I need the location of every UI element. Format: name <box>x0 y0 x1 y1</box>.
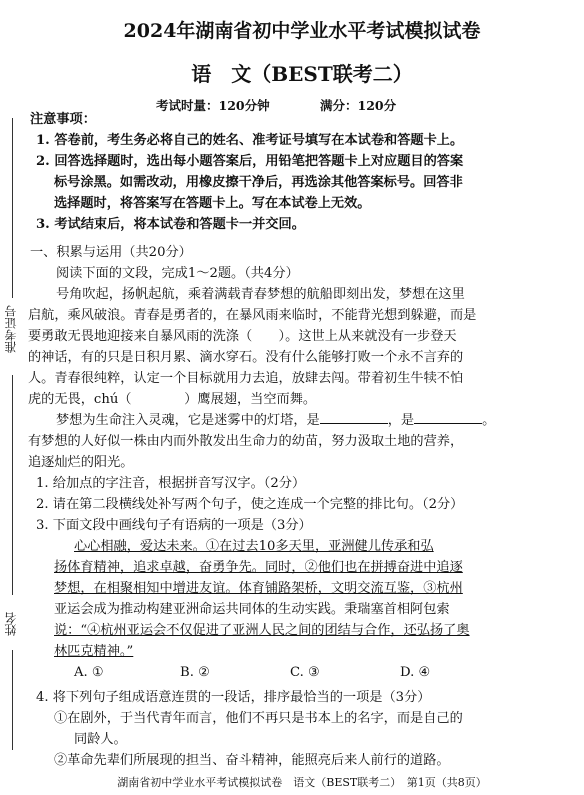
page-footer: 湖南省初中学业水平考试模拟试卷 语文（BEST联考二） 第1页（共8页） <box>117 776 487 789</box>
q3-text-line: 亚运会成为推动构建亚洲命运共同体的生动实践。秉瑞塞首相阿包索 <box>54 602 450 617</box>
q3-text-line: 扬体育精神，追求卓越，奋勇争先。同时，②他们也在拼搏奋进中追逐 <box>54 560 463 575</box>
passage-line: 要勇敢无畏地迎接来自暴风雨的洗涤（ ）。这世上从来就没有一步登天 <box>28 329 457 344</box>
exam-page <box>28 0 576 795</box>
q3-option-c[interactable]: C. ③ <box>290 665 320 680</box>
passage-paragraph-two <box>56 411 495 431</box>
question-3: 3. 下面文段中画线句子有语病的一项是（3分） <box>36 518 312 533</box>
reading-intro: 阅读下面的文段，完成1～2题。（共4分） <box>56 266 299 281</box>
binding-line <box>12 650 13 750</box>
section-heading: 一、积累与运用（共20分） <box>30 245 192 260</box>
full-score: 满分：120分 <box>320 98 397 113</box>
notice-item: 标号涂黑。如需改动，用橡皮擦干净后，再选涂其他答案标号。回答非 <box>54 175 463 190</box>
passage-line: 启航，乘风破浪。青春是勇者的，在暴风雨来临时，不能背光想到躲避，而是 <box>28 308 477 323</box>
passage-line: 追逐灿烂的阳光。 <box>28 455 134 470</box>
passage-text: ，是 <box>387 413 415 428</box>
passage-line: 的神话，有的只是日积月累、滴水穿石。没有什么能够打败一个永不言弃的 <box>28 350 464 365</box>
name-label: 姓名 <box>4 612 18 636</box>
q4-item: ①在剧外，于当代青年而言，他们不再只是书本上的名字，而是自己的 <box>54 711 463 726</box>
passage-line: 有梦想的人好似一株由内而外散发出生命力的幼苗，努力汲取土地的营养， <box>28 434 464 449</box>
q4-item: 同龄人。 <box>74 732 127 747</box>
answer-blank[interactable] <box>320 411 388 424</box>
notice-item: 3. 考试结束后，将本试卷和答题卡一并交回。 <box>36 217 305 232</box>
binding-line <box>12 118 13 298</box>
passage-line: 虎的无畏，chú（ ）鹰展翅，当空而舞。 <box>28 392 317 407</box>
q4-item: ②革命先辈们所展现的担当、奋斗精神，能照亮后来人前行的道路。 <box>54 753 450 768</box>
answer-blank[interactable] <box>414 411 482 424</box>
passage-line: 号角吹起，扬帆起航，乘着满载青春梦想的航船即刻出发，梦想在这里 <box>56 287 465 302</box>
q3-text-line: 林匹克精神。” <box>54 644 134 659</box>
exam-title: 2024年湖南省初中学业水平考试模拟试卷 <box>123 20 481 42</box>
notice-item: 选择题时，将答案写在答题卡上。写在本试卷上无效。 <box>54 196 371 211</box>
notice-item: 2. 回答选择题时，选出每小题答案后，用铅笔把答题卡上对应题目的答案 <box>36 154 464 169</box>
question-2: 2. 请在第二段横线处补写两个句子，使之连成一个完整的排比句。（2分） <box>36 497 464 512</box>
binding-margin <box>0 0 26 795</box>
passage-line: 人。青春很纯粹，认定一个目标就用力去追，放肆去闯。带着初生牛犊不怕 <box>28 371 464 386</box>
q3-text-line: 说：“④杭州亚运会不仅促进了亚洲人民之间的团结与合作，还弘扬了奥 <box>54 623 470 638</box>
subject-title: 语 文（BEST联考二） <box>191 62 413 86</box>
question-1: 1. 给加点的字注音，根据拼音写汉字。（2分） <box>36 476 306 491</box>
exam-number-label: 准考证号 <box>4 305 18 353</box>
q3-text-line: 心心相融，爱达未来。①在过去10多天里，亚洲健儿传承和弘 <box>74 539 434 554</box>
passage-text: 。 <box>482 413 496 428</box>
passage-text: 梦想为生命注入灵魂，它是迷雾中的灯塔，是 <box>56 413 320 428</box>
q3-option-a[interactable]: A. ① <box>74 665 104 680</box>
notice-item: 1. 答卷前，考生务必将自己的姓名、准考证号填写在本试卷和答题卡上。 <box>36 133 464 148</box>
question-4: 4. 将下列句子组成语意连贯的一段话，排序最恰当的一项是（3分） <box>36 690 431 705</box>
q3-option-b[interactable]: B. ② <box>180 665 210 680</box>
q3-option-d[interactable]: D. ④ <box>400 665 431 680</box>
exam-time: 考试时量：120分钟 <box>156 98 270 113</box>
binding-line <box>12 375 13 595</box>
q3-text-line: 梦想，在相聚相知中增进友谊。体育铺路架桥，文明交流互鉴，③杭州 <box>54 581 463 596</box>
notice-heading: 注意事项： <box>30 112 96 127</box>
